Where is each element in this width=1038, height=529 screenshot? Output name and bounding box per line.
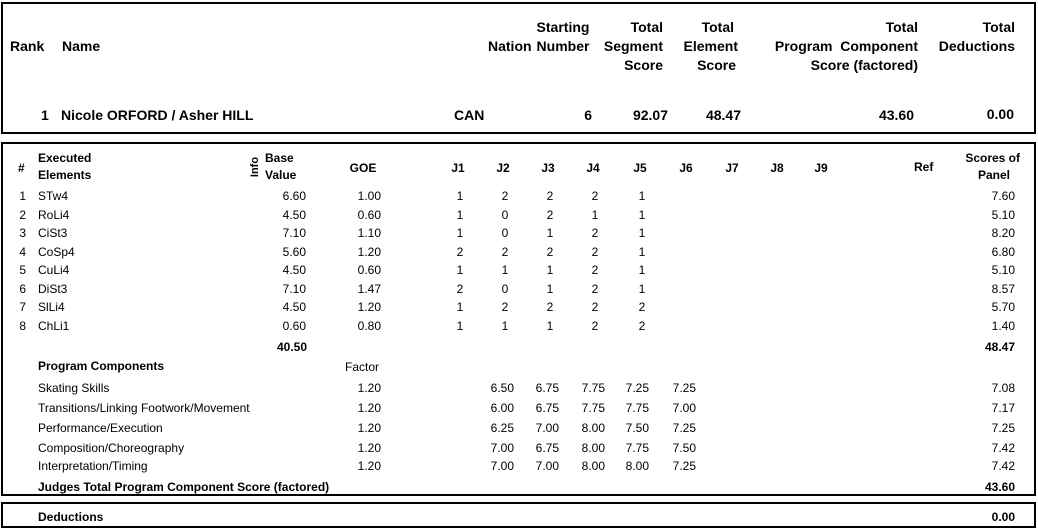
skater-deductions: 0.00 <box>986 106 1014 122</box>
header-judge-2: J2 <box>496 161 510 175</box>
element-goe: 1.20 <box>357 245 381 259</box>
element-judge-score: 1 <box>546 263 554 277</box>
element-goe: 1.00 <box>357 189 381 203</box>
element-code: DiSt3 <box>38 282 68 296</box>
header-scores-of-panel-2: Panel <box>977 168 1010 182</box>
component-panel-score: 7.08 <box>991 381 1015 395</box>
component-factor: 1.20 <box>357 381 381 395</box>
element-goe: 0.80 <box>357 319 381 333</box>
skater-segment-score: 92.07 <box>632 107 668 123</box>
skater-element-score: 48.47 <box>705 107 741 123</box>
component-name: Performance/Execution <box>38 421 163 435</box>
component-judge-score: 7.00 <box>490 459 514 473</box>
element-goe: 1.20 <box>357 300 381 314</box>
element-judge-score: 0 <box>501 282 509 296</box>
component-panel-score: 7.42 <box>991 459 1015 473</box>
element-judge-score: 1 <box>456 208 464 222</box>
component-judge-score: 8.00 <box>581 441 605 455</box>
element-number: 1 <box>19 189 26 203</box>
element-judge-score: 2 <box>501 300 509 314</box>
element-code: ChLi1 <box>38 319 70 333</box>
header-element-score-2: Element <box>683 38 738 54</box>
header-segment-score-2: Segment <box>603 38 663 54</box>
component-judge-score: 7.25 <box>672 421 696 435</box>
element-panel-score: 8.20 <box>991 226 1015 240</box>
component-judge-score: 7.25 <box>672 381 696 395</box>
element-panel-score: 8.57 <box>991 282 1015 296</box>
component-judge-score: 6.25 <box>490 421 514 435</box>
component-judge-score: 8.00 <box>581 421 605 435</box>
component-name: Composition/Choreography <box>38 441 185 455</box>
element-judge-score: 1 <box>456 319 464 333</box>
component-judge-score: 7.00 <box>535 421 559 435</box>
element-number: 3 <box>19 226 26 240</box>
pcs-total-value: 43.60 <box>984 480 1015 494</box>
header-starting-number-1: Starting <box>536 19 590 35</box>
element-judge-score: 2 <box>546 189 554 203</box>
component-judge-score: 7.50 <box>672 441 696 455</box>
element-number: 8 <box>19 319 26 333</box>
element-judge-score: 2 <box>591 282 599 296</box>
header-judge-1: J1 <box>451 161 465 175</box>
deductions-label: Deductions <box>38 510 104 524</box>
element-base-value: 4.50 <box>282 263 306 277</box>
element-number: 7 <box>19 300 26 314</box>
component-factor: 1.20 <box>357 401 381 415</box>
element-judge-score: 2 <box>591 263 599 277</box>
skater-rank: 1 <box>41 107 49 123</box>
component-judge-score: 7.25 <box>625 381 649 395</box>
panel-score-total: 48.47 <box>984 340 1015 354</box>
element-judge-score: 2 <box>638 319 646 333</box>
element-code: RoLi4 <box>38 208 70 222</box>
header-pcs-2: Program Component <box>774 38 918 54</box>
header-starting-number-2: Number <box>536 38 590 54</box>
element-judge-score: 2 <box>501 245 509 259</box>
element-base-value: 5.60 <box>282 245 306 259</box>
element-base-value: 4.50 <box>282 300 306 314</box>
component-judge-score: 8.00 <box>625 459 649 473</box>
element-judge-score: 2 <box>638 300 646 314</box>
element-judge-score: 2 <box>591 226 599 240</box>
element-judge-score: 1 <box>456 300 464 314</box>
element-panel-score: 5.10 <box>991 263 1015 277</box>
component-name: Transitions/Linking Footwork/Movement <box>38 401 250 415</box>
element-panel-score: 1.40 <box>991 319 1015 333</box>
element-judge-score: 1 <box>456 189 464 203</box>
element-goe: 1.47 <box>357 282 381 296</box>
header-judge-5: J5 <box>633 161 647 175</box>
component-judge-score: 7.75 <box>625 441 649 455</box>
deductions-box <box>1 502 1036 528</box>
component-judge-score: 8.00 <box>581 459 605 473</box>
header-judge-6: J6 <box>679 161 693 175</box>
element-judge-score: 2 <box>591 319 599 333</box>
program-components-title: Program Components <box>38 359 165 373</box>
element-panel-score: 7.60 <box>991 189 1015 203</box>
element-base-value: 4.50 <box>282 208 306 222</box>
summary-box <box>1 2 1036 134</box>
details-box <box>1 142 1036 496</box>
header-judge-4: J4 <box>586 161 600 175</box>
element-base-value: 7.10 <box>282 282 306 296</box>
element-panel-score: 5.10 <box>991 208 1015 222</box>
component-judge-score: 7.00 <box>672 401 696 415</box>
element-judge-score: 1 <box>546 319 554 333</box>
element-judge-score: 1 <box>501 263 509 277</box>
element-judge-score: 1 <box>638 208 646 222</box>
element-judge-score: 1 <box>546 226 554 240</box>
element-judge-score: 1 <box>638 245 646 259</box>
header-executed-elements-1: Executed <box>38 151 92 165</box>
header-segment-score-1: Total <box>630 19 663 35</box>
header-deductions-2: Deductions <box>938 38 1015 54</box>
element-judge-score: 2 <box>456 282 464 296</box>
component-judge-score: 6.75 <box>535 441 559 455</box>
component-panel-score: 7.25 <box>991 421 1015 435</box>
component-judge-score: 6.00 <box>490 401 514 415</box>
header-scores-of-panel-1: Scores of <box>965 151 1020 165</box>
element-judge-score: 1 <box>638 226 646 240</box>
component-judge-score: 7.00 <box>490 441 514 455</box>
element-base-value: 6.60 <box>282 189 306 203</box>
header-element-score-3: Score <box>697 57 736 73</box>
element-judge-score: 2 <box>456 245 464 259</box>
element-judge-score: 2 <box>546 208 554 222</box>
element-judge-score: 2 <box>546 245 554 259</box>
element-code: STw4 <box>38 189 69 203</box>
header-base-value-1: Base <box>265 151 294 165</box>
component-judge-score: 7.50 <box>625 421 649 435</box>
factor-header: Factor <box>345 360 380 374</box>
element-goe: 0.60 <box>357 263 381 277</box>
header-goe: GOE <box>349 161 377 175</box>
element-panel-score: 5.70 <box>991 300 1015 314</box>
deductions-value: 0.00 <box>991 510 1015 524</box>
element-judge-score: 1 <box>591 208 599 222</box>
pcs-total-label: Judges Total Program Component Score (factored) <box>38 480 330 494</box>
component-judge-score: 7.75 <box>581 381 605 395</box>
component-factor: 1.20 <box>357 459 381 473</box>
element-judge-score: 1 <box>456 226 464 240</box>
element-code: CuLi4 <box>38 263 70 277</box>
component-judge-score: 6.50 <box>490 381 514 395</box>
skater-pcs: 43.60 <box>878 107 914 123</box>
component-panel-score: 7.42 <box>991 441 1015 455</box>
element-base-value: 7.10 <box>282 226 306 240</box>
element-code: CoSp4 <box>38 245 75 259</box>
element-judge-score: 0 <box>501 226 509 240</box>
header-element-score-1: Total <box>701 19 734 35</box>
header-pcs-1: Total <box>885 19 918 35</box>
skater-nation: CAN <box>454 107 485 123</box>
component-judge-score: 6.75 <box>535 401 559 415</box>
element-judge-score: 1 <box>638 189 646 203</box>
header-pcs-3: Score (factored) <box>810 57 918 73</box>
element-goe: 0.60 <box>357 208 381 222</box>
header-executed-elements-2: Elements <box>38 168 92 182</box>
element-judge-score: 2 <box>591 189 599 203</box>
element-judge-score: 2 <box>591 245 599 259</box>
header-info: Info <box>249 156 261 178</box>
component-name: Skating Skills <box>38 381 110 395</box>
element-number: 4 <box>19 245 26 259</box>
element-judge-score: 1 <box>501 319 509 333</box>
header-judge-8: J8 <box>770 161 784 175</box>
header-rank: Rank <box>10 38 45 54</box>
header-base-value-2: Value <box>265 168 297 182</box>
component-judge-score: 6.75 <box>535 381 559 395</box>
component-judge-score: 7.75 <box>581 401 605 415</box>
header-nation: Nation <box>488 38 532 54</box>
element-judge-score: 1 <box>638 263 646 277</box>
element-number: 2 <box>19 208 26 222</box>
header-name: Name <box>62 38 101 54</box>
header-judge-9: J9 <box>814 161 828 175</box>
header-ref: Ref <box>914 160 934 174</box>
header-segment-score-3: Score <box>624 57 663 73</box>
element-number: 6 <box>19 282 26 296</box>
header-judge-7: J7 <box>725 161 739 175</box>
component-judge-score: 7.75 <box>625 401 649 415</box>
element-judge-score: 2 <box>501 189 509 203</box>
header-number: # <box>18 161 25 175</box>
component-judge-score: 7.25 <box>672 459 696 473</box>
component-factor: 1.20 <box>357 421 381 435</box>
skater-name: Nicole ORFORD / Asher HILL <box>61 107 254 123</box>
element-code: CiSt3 <box>38 226 68 240</box>
component-factor: 1.20 <box>357 441 381 455</box>
skater-starting-number: 6 <box>584 107 592 123</box>
component-judge-score: 7.00 <box>535 459 559 473</box>
element-judge-score: 2 <box>546 300 554 314</box>
component-name: Interpretation/Timing <box>38 459 148 473</box>
component-panel-score: 7.17 <box>991 401 1015 415</box>
element-base-value: 0.60 <box>282 319 306 333</box>
header-judge-3: J3 <box>541 161 555 175</box>
header-deductions-1: Total <box>982 19 1015 35</box>
element-judge-score: 0 <box>501 208 509 222</box>
element-judge-score: 1 <box>638 282 646 296</box>
element-judge-score: 1 <box>456 263 464 277</box>
element-panel-score: 6.80 <box>991 245 1015 259</box>
element-judge-score: 2 <box>591 300 599 314</box>
element-code: SlLi4 <box>38 300 65 314</box>
element-number: 5 <box>19 263 26 277</box>
element-goe: 1.10 <box>357 226 381 240</box>
element-judge-score: 1 <box>546 282 554 296</box>
base-value-total: 40.50 <box>276 340 307 354</box>
